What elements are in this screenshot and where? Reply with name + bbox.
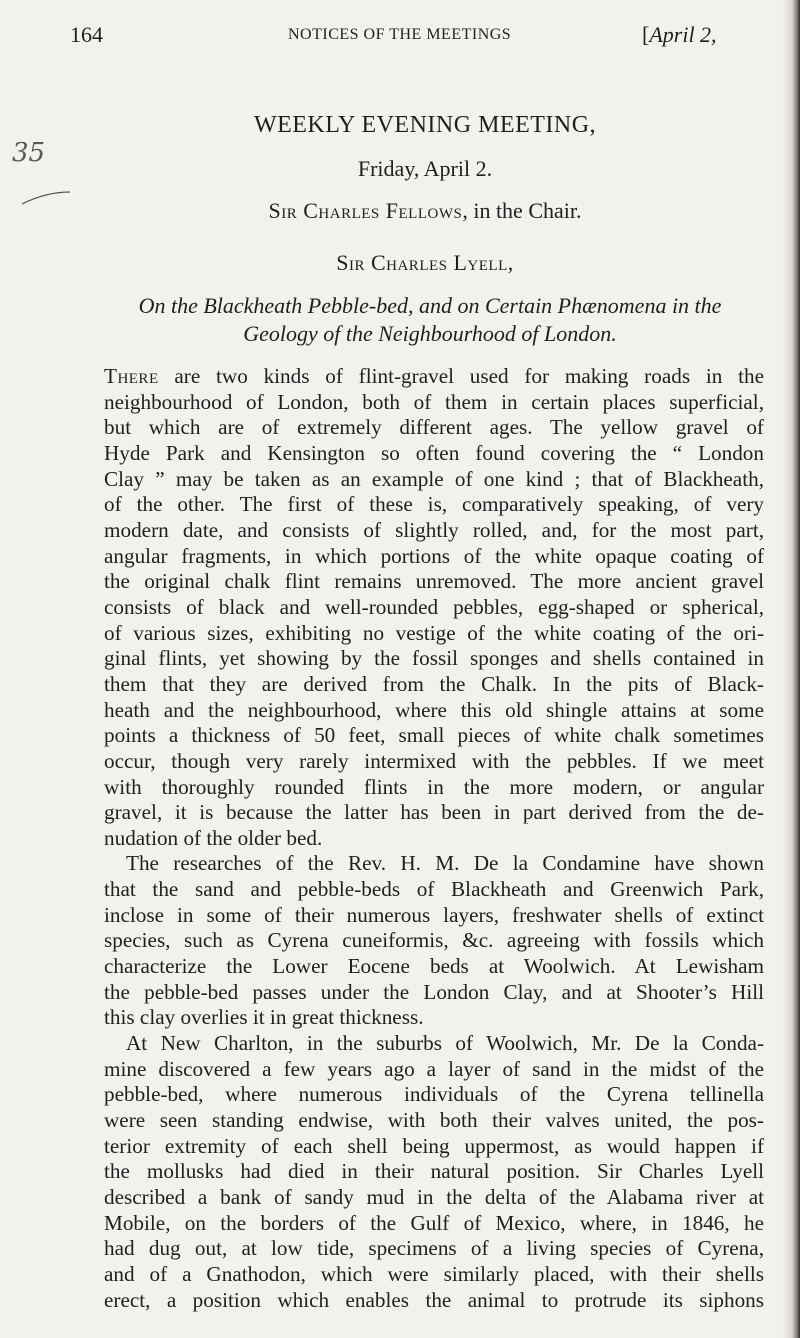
body-line: The researches of the Rev. H. M. De la Condamine have shown bbox=[126, 851, 764, 876]
body-line: At New Charlton, in the suburbs of Woolwich, Mr. De la Conda- bbox=[126, 1031, 764, 1056]
body-text bbox=[104, 364, 764, 1313]
chair-suffix: , in the Chair. bbox=[462, 198, 582, 223]
body-line: the pebble-bed passes under the London Clay, and at Shooter’s Hill bbox=[104, 979, 764, 1004]
body-line: the original chalk flint remains unremoved. The more ancient gravel bbox=[104, 569, 764, 594]
body-line: mine discovered a few years ago a layer of sand in the midst of the bbox=[104, 1056, 764, 1081]
body-line: occur, though very rarely intermixed with the pebbles. If we meet bbox=[104, 748, 764, 773]
body-line: gravel, it is because the latter has been in part derived from the de- bbox=[104, 800, 764, 825]
margin-note-stroke bbox=[8, 138, 72, 208]
body-line: species, such as Cyrena cuneiformis, &c. agreeing with fossils which bbox=[104, 928, 764, 953]
speaker-name: Sir Charles Lyell, bbox=[336, 250, 514, 275]
body-line: Clay ” may be taken as an example of one kind ; that of Blackheath, bbox=[104, 466, 764, 491]
body-line: were seen standing endwise, with both their valves united, the pos- bbox=[104, 1108, 764, 1133]
opening-word: There bbox=[104, 364, 159, 388]
chair-line bbox=[70, 198, 780, 224]
body-line: nudation of the older bed. bbox=[104, 825, 323, 850]
body-line: and of a Gnathodon, which were similarly placed, with their shells bbox=[104, 1261, 764, 1286]
body-line: pebble-bed, where numerous individuals of the Cyrena tellinella bbox=[104, 1082, 764, 1107]
body-line: neighbourhood of London, both of them in certain places superficial, bbox=[104, 389, 764, 414]
body-line-text: are two kinds of flint-gravel used for making roads in the bbox=[158, 364, 764, 388]
page-header bbox=[70, 22, 780, 62]
body-line: of the other. The first of these is, comparatively speaking, of very bbox=[104, 492, 764, 517]
body-line: characterize the Lower Eocene beds at Woolwich. At Lewisham bbox=[104, 954, 764, 979]
body-line: ginal flints, yet showing by the fossil sponges and shells contained in bbox=[104, 646, 764, 671]
chair-name: Sir Charles Fellows bbox=[268, 198, 463, 223]
body-line: that the sand and pebble-beds of Blackheath and Greenwich Park, bbox=[104, 877, 764, 902]
running-date-text: April 2, bbox=[649, 22, 717, 47]
lecture-title-line: Geology of the Neighbourhood of London. bbox=[243, 321, 617, 346]
body-line: terior extremity of each shell being uppermost, as would happen if bbox=[104, 1133, 764, 1158]
margin-note-digits: 35 bbox=[12, 138, 46, 168]
body-line: with thoroughly rounded flints in the more modern, or angular bbox=[104, 774, 764, 799]
body-line: but which are of extremely different ages. The yellow gravel of bbox=[104, 415, 764, 440]
body-line: points a thickness of 50 feet, small pieces of white chalk sometimes bbox=[104, 723, 764, 748]
body-line: this clay overlies it in great thickness. bbox=[104, 1005, 424, 1030]
running-date bbox=[642, 22, 717, 48]
body-line: them that they are derived from the Chalk. In the pits of Black- bbox=[104, 671, 764, 696]
meeting-date: Friday, April 2. bbox=[357, 156, 493, 181]
body-line: consists of black and well-rounded pebbles, egg-shaped or spherical, bbox=[104, 594, 764, 619]
body-line: inclose in some of their numerous layers, freshwater shells of extinct bbox=[104, 902, 764, 927]
page-edge-shadow bbox=[782, 0, 800, 1338]
handwritten-margin-note bbox=[8, 138, 72, 208]
body-line: heath and the neighbourhood, where this old shingle attains at some bbox=[104, 697, 764, 722]
body-line: of various sizes, exhibiting no vestige of the white coating of the ori- bbox=[104, 620, 764, 645]
body-line: angular fragments, in which portions of the white opaque coating of bbox=[104, 543, 764, 568]
body-line: Mobile, on the borders of the Gulf of Mexico, where, in 1846, he bbox=[104, 1210, 764, 1235]
body-line: the mollusks had died in their natural position. Sir Charles Lyell bbox=[104, 1159, 764, 1184]
body-line: Hyde Park and Kensington so often found covering the “ London bbox=[104, 440, 764, 465]
body-line: modern date, and consists of slightly rolled, and, for the most part, bbox=[104, 517, 764, 542]
meeting-title: WEEKLY EVENING MEETING, bbox=[253, 112, 597, 138]
body-line: erect, a position which enables the animal to protrude its siphons bbox=[104, 1287, 764, 1312]
running-date-bracket: [ bbox=[642, 22, 650, 47]
body-line: had dug out, at low tide, specimens of a living species of Cyrena, bbox=[104, 1236, 764, 1261]
body-line bbox=[104, 364, 764, 390]
lecture-title-line: On the Blackheath Pebble-bed, and on Certain Phænomena in the bbox=[138, 293, 722, 318]
running-title: NOTICES OF THE MEETINGS bbox=[288, 26, 512, 43]
lecture-title bbox=[100, 292, 760, 348]
page-number: 164 bbox=[70, 22, 103, 47]
body-line: described a bank of sandy mud in the delta of the Alabama river at bbox=[104, 1185, 764, 1209]
